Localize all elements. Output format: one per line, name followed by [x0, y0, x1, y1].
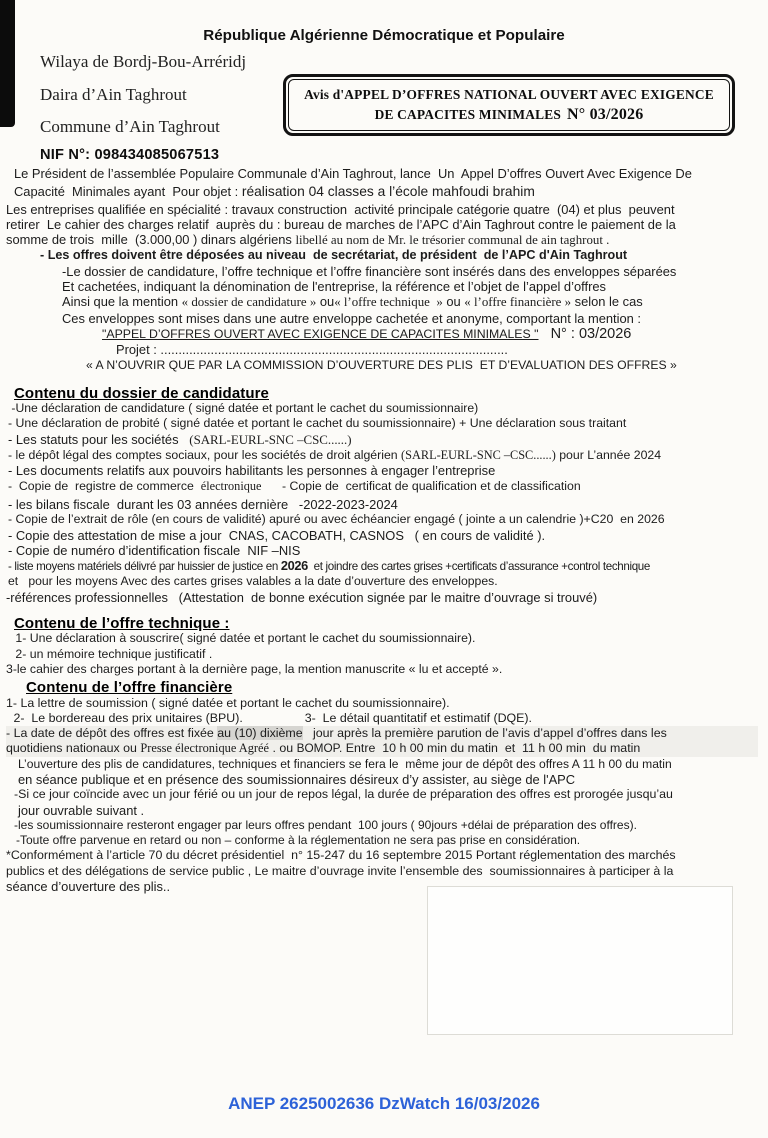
page-title: République Algérienne Démocratique et Populaire	[203, 27, 565, 44]
text-segment: 1- Une déclaration à souscrire( signé datée et portant le cachet du soumissionnaire).	[12, 631, 476, 646]
text-segment: N° : 03/2026	[538, 325, 632, 342]
text-line	[62, 294, 766, 310]
text-line	[8, 479, 766, 494]
text-segment: Contenu du dossier de candidature	[14, 384, 269, 402]
text-segment: publics et des délégations de service public , Le maitre d’ouvrage invite l’ensemble des soumissionnaires à participer à la	[6, 863, 674, 878]
text-segment: et joindre des cartes grises +certificats d’assurance +control technique	[307, 560, 650, 574]
text-line	[6, 232, 766, 248]
text-line	[18, 772, 766, 787]
text-segment: Les entreprises qualifiée en spécialité : travaux construction activité principale catégorie quatre (04) et plus peuvent	[6, 201, 675, 217]
text-line	[8, 512, 766, 527]
text-segment: Projet : .................................................................................................	[116, 342, 508, 358]
text-segment: ou	[316, 294, 335, 310]
issuer-block	[40, 46, 246, 163]
text-line	[116, 342, 766, 357]
text-segment: « l’offre financière »	[464, 295, 572, 310]
text-segment: « l’offre technique »	[334, 295, 443, 310]
text-segment: Ces enveloppes sont mises dans une autre enveloppe cachetée et anonyme, comportant la mention :	[62, 310, 642, 326]
notice-title-line1: Avis d'APPEL D’OFFRES NATIONAL OUVERT AVEC EXIGENCE	[304, 86, 714, 102]
text-segment: Et cachetées, indiquant la dénomination de l'entreprise, la référence et l’objet de l’appel d’offres	[62, 279, 606, 295]
text-segment: Le Président de l’assemblée Populaire Communale d’Ain Taghrout, lance Un Appel D’offres Ouvert Avec Exigence De	[14, 166, 692, 181]
section-heading	[14, 386, 766, 401]
text-line	[8, 558, 766, 574]
text-line	[6, 696, 766, 711]
text-segment: BOMOP.	[296, 741, 343, 756]
text-segment: 2- un mémoire technique justificatif .	[12, 646, 213, 661]
text-line	[14, 818, 766, 833]
text-segment: -les soumissionnaire resteront engager par leurs offres pendant 100 jours ( 90jours +délai de préparation des offres).	[14, 817, 637, 832]
anep-reference: ANEP 2625002636 DzWatch 16/03/2026	[228, 1094, 540, 1113]
text-segment: -Toute offre parvenue en retard ou non – conforme à la réglementation ne sera pas prise en considération.	[16, 833, 581, 848]
text-line	[6, 726, 758, 741]
text-line	[14, 184, 766, 199]
notice-title-line2	[375, 106, 644, 124]
text-segment: Contenu de l’offre financière	[26, 679, 233, 697]
text-segment: - Copie de l’extrait de rôle (en cours de validité) apuré ou avec échéancier engagé ( jointe a un calendrie )+C20 en 2026	[8, 512, 665, 527]
text-line	[8, 574, 766, 589]
text-line	[86, 358, 766, 373]
text-segment: - Copie des attestation de mise a jour CNAS, CACOBATH, CASNOS ( en cours de validité ).	[8, 527, 546, 543]
empty-box	[427, 886, 733, 1035]
text-line	[12, 647, 766, 662]
text-segment: électronique	[200, 478, 262, 493]
text-segment: 2026	[280, 558, 308, 574]
text-segment: quotidiens nationaux ou	[6, 741, 141, 756]
text-segment: retirer Le cahier des charges relatif auprès du : bureau de marches de l’APC d’Ain Taghrout contre le paiement de la	[6, 216, 676, 232]
text-segment: 2- Le bordereau des prix unitaires (BPU). 3- Le détail quantitatif et estimatif (DQE).	[10, 710, 533, 725]
text-segment: - La date de dépôt des offres est fixée	[6, 726, 218, 741]
text-line	[6, 217, 766, 232]
text-segment: ou	[442, 294, 465, 310]
text-segment: « dossier de candidature »	[181, 295, 317, 310]
text-line	[62, 311, 766, 326]
text-line	[16, 833, 766, 848]
document-body	[6, 166, 766, 894]
text-segment: en séance publique et en présence des soumissionnaires désireux d’y assister, au siège de l'APC	[18, 771, 576, 787]
text-line	[8, 463, 766, 478]
text-segment: - les bilans fiscale durant les 03 années dernière -2022-2023-2024	[8, 496, 398, 512]
text-line	[8, 401, 766, 416]
text-segment: L’ouverture des plis de candidatures, techniques et financiers se fera le même jour de dépôt des offres A 11 h 00 du matin	[18, 756, 672, 771]
text-segment: -Si ce jour coïncide avec un jour férié ou un jour de repos légal, la durée de préparation des offres est prorogée jusqu’au	[14, 787, 673, 802]
text-segment: (SARL-EURL-SNC –CSC......)	[189, 432, 352, 447]
org-wilaya: Wilaya de Bordj-Bou-Arréridj	[40, 52, 247, 71]
text-segment: Presse électronique Agréé	[140, 741, 270, 756]
notice-title-line2-text: DE CAPACITES MINIMALES	[374, 106, 562, 122]
text-line	[14, 787, 766, 802]
text-line	[8, 497, 766, 512]
text-line	[10, 711, 766, 726]
text-line	[6, 662, 766, 677]
text-line	[6, 202, 766, 217]
org-commune: Commune d’Ain Taghrout	[40, 117, 220, 136]
text-segment: - Les documents relatifs aux pouvoirs habilitants les personnes à engager l’entreprise	[8, 463, 496, 479]
text-line	[14, 166, 766, 181]
notice-title-box	[283, 74, 735, 136]
text-segment: Capacité Minimales ayant Pour objet :	[14, 184, 242, 200]
text-segment: - Les statuts pour les sociétés	[8, 431, 190, 447]
text-line	[6, 864, 766, 879]
section-heading	[26, 680, 766, 695]
notice-number: N° 03/2026	[567, 105, 644, 123]
text-segment: pour L’année 2024	[555, 448, 662, 463]
text-segment: - Une déclaration de probité ( signé datée et portant le cachet du soumissionnaire) + Une déclaration sous traitant	[8, 416, 627, 431]
text-segment: -références professionnelles (Attestation de bonne exécution signée par le maitre d’ouvrage si trouvé)	[6, 589, 598, 605]
section-heading	[14, 616, 766, 631]
highlighted-text: au (10) dixième	[217, 726, 303, 741]
text-segment: - Copie de certificat de qualification et de classification	[261, 478, 581, 493]
text-segment: somme de trois mille (3.000,00 ) dinars algériens	[6, 232, 296, 248]
text-line	[102, 326, 766, 342]
text-line	[62, 279, 766, 294]
text-segment: -Le dossier de candidature, l’offre technique et l’offre financière sont insérés dans des enveloppes séparées	[62, 263, 677, 279]
text-segment: réalisation 04 classes a l’école mahfoudi brahim	[241, 184, 535, 200]
text-line	[62, 264, 766, 279]
nif-number: NIF N°: 098434085067513	[40, 146, 220, 163]
text-line	[18, 803, 766, 818]
text-segment: . ou	[269, 741, 297, 756]
text-line	[8, 528, 766, 543]
text-segment: libellé au nom de Mr. le trésorier communal de ain taghrout .	[295, 233, 610, 248]
text-segment: 1- La lettre de soumission ( signé datée et portant le cachet du soumissionnaire).	[6, 695, 450, 710]
text-segment: *Conformément à l’article 70 du décret présidentiel n° 15-247 du 16 septembre 2015 Portant réglementation des marchés	[6, 848, 676, 863]
text-segment: - le dépôt légal des comptes sociaux, pour les sociétés de droit algérien	[8, 448, 402, 463]
text-segment: - Les offres doivent être déposées au niveau de secrétariat, de président de l’APC d'Ain Taghrout	[40, 248, 628, 263]
text-line	[12, 631, 766, 646]
text-segment: Contenu de l’offre technique :	[14, 615, 230, 633]
text-segment: -Une déclaration de candidature ( signé datée et portant le cachet du soumissionnaire)	[8, 401, 479, 416]
text-segment: - Copie de registre de commerce	[8, 478, 201, 493]
text-segment: - Copie de numéro d’identification fiscale NIF –NIS	[8, 542, 301, 558]
text-line	[40, 248, 766, 263]
text-segment: jour après la première parution de l’avis d’appel d’offres dans les	[302, 726, 667, 741]
scan-edge-artifact	[0, 0, 15, 127]
text-line	[6, 741, 758, 756]
text-segment: « A N’OUVRIR QUE PAR LA COMMISSION D’OUVERTURE DES PLIS ET D’EVALUATION DES OFFRES »	[86, 357, 677, 372]
text-line	[6, 590, 766, 605]
notice-title-box-inner	[288, 79, 730, 131]
org-daira: Daira d’Ain Taghrout	[40, 84, 187, 104]
text-line	[6, 848, 766, 863]
text-segment: - liste moyens matériels délivré par huissier de justice en	[8, 560, 281, 574]
text-segment: Ainsi que la mention	[62, 294, 182, 310]
text-line	[8, 432, 766, 448]
text-segment: séance d’ouverture des plis..	[6, 879, 171, 895]
text-segment: Entre 10 h 00 min du matin et 11 h 00 min du matin	[342, 741, 641, 756]
text-line	[8, 543, 766, 558]
text-segment: jour ouvrable suivant .	[18, 802, 145, 818]
text-line	[18, 757, 766, 772]
text-segment: (SARL-EURL-SNC –CSC......)	[401, 448, 556, 463]
text-segment: 3-le cahier des charges portant à la dernière page, la mention manuscrite « lu et accepté ».	[6, 661, 503, 676]
text-segment: selon le cas	[571, 294, 643, 310]
text-line	[8, 416, 766, 431]
text-segment: et pour les moyens Avec des cartes grises valables a la date d’ouverture des enveloppes.	[8, 574, 498, 589]
text-segment: "APPEL D’OFFRES OUVERT AVEC EXIGENCE DE CAPACITES MINIMALES "	[102, 326, 539, 341]
text-line	[8, 448, 766, 463]
